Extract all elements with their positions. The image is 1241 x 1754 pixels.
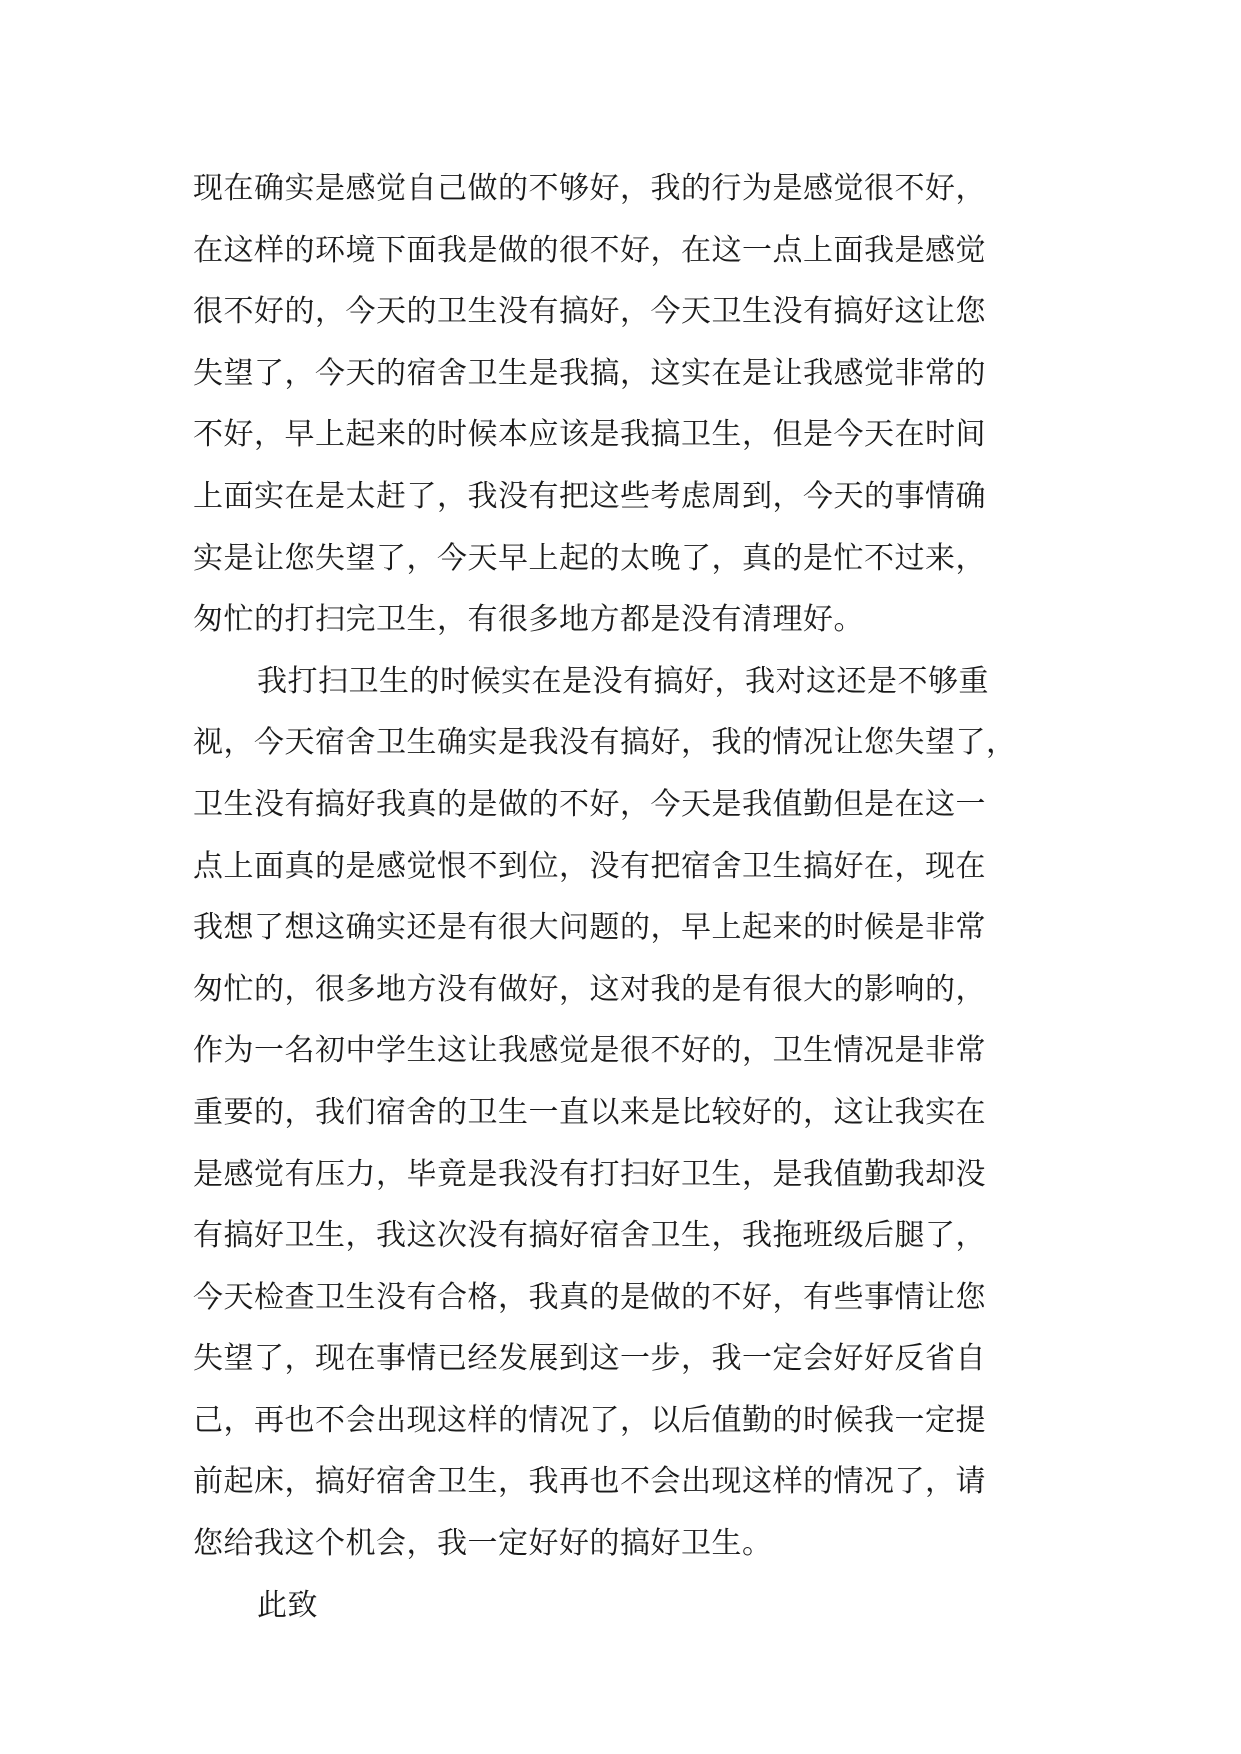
letter-body [193,158,1073,1636]
text-line: 点上面真的是感觉恨不到位，没有把宿舍卫生搞好在，现在 [193,848,986,884]
text-line: 我想了想这确实还是有很大问题的，早上起来的时候是非常 [193,910,986,946]
text-line: 现在确实是感觉自己做的不够好，我的行为是感觉很不好， [193,171,986,206]
text-line: 上面实在是太赶了，我没有把这些考虑周到，今天的事情确 [193,478,986,514]
text-line: 不好，早上起来的时候本应该是我搞卫生，但是今天在时间 [193,417,986,453]
text-line: 我打扫卫生的时候实在是没有搞好，我对这还是不够重 [257,663,989,699]
text-line: 此致 [257,1587,318,1623]
paragraph-2 [193,651,1073,1575]
text-line: 前起床，搞好宿舍卫生，我再也不会出现这样的情况了，请 [193,1464,986,1500]
text-line: 己，再也不会出现这样的情况了，以后值勤的时候我一定提 [193,1402,986,1438]
text-line: 失望了，今天的宿舍卫生是我搞，这实在是让我感觉非常的 [193,355,986,391]
text-line: 有搞好卫生，我这次没有搞好宿舍卫生，我拖班级后腿了， [193,1218,986,1254]
text-line: 今天检查卫生没有合格，我真的是做的不好，有些事情让您 [193,1279,986,1315]
text-line: 匆忙的，很多地方没有做好，这对我的是有很大的影响的， [193,971,986,1007]
text-line: 失望了，现在事情已经发展到这一步，我一定会好好反省自 [193,1341,986,1377]
text-line: 视，今天宿舍卫生确实是我没有搞好，我的情况让您失望了， [193,725,1017,761]
text-line: 是感觉有压力，毕竟是我没有打扫好卫生，是我值勤我却没 [193,1156,986,1192]
text-line: 作为一名初中学生这让我感觉是很不好的，卫生情况是非常 [193,1033,986,1069]
text-line: 实是让您失望了，今天早上起的太晚了，真的是忙不过来， [193,540,986,576]
text-line: 匆忙的打扫完卫生，有很多地方都是没有清理好。 [193,602,864,638]
text-line: 卫生没有搞好我真的是做的不好，今天是我值勤但是在这一 [193,786,986,822]
text-line: 重要的，我们宿舍的卫生一直以来是比较好的，这让我实在 [193,1094,986,1130]
text-line: 很不好的，今天的卫生没有搞好，今天卫生没有搞好这让您 [193,294,986,330]
closing-salutation [193,1575,1073,1637]
text-line: 您给我这个机会，我一定好好的搞好卫生。 [193,1526,773,1562]
paragraph-1 [193,158,1073,651]
text-line: 在这样的环境下面我是做的很不好，在这一点上面我是感觉 [193,232,986,268]
